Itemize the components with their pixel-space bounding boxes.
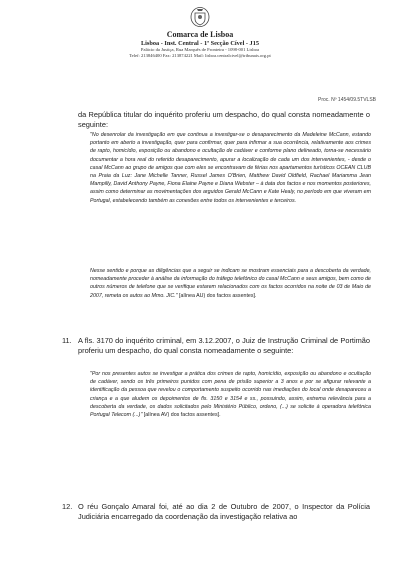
court-address: Palácio da Justiça, Rua Marquês de Fronteira - 1098-001 Lisboa xyxy=(140,47,260,52)
process-number: Proc. Nº 1454/09.5TVLSB xyxy=(318,97,376,103)
quote-judge-order-text: "Por nos presentes autos se investigar a prática dos crimes de rapto, homicídio, exposição ou abandono e ocultação de cadáver, sendo os três primeiros punidos com pena de prisão superior a 3 anos e por se afigurar relevante a identificação da pessoa que revelou o comportamento suspeito ocorrido nas imediações do local onde desapareceu a criança e a que aludem os depoimentos de fls. 3150 e 3154 e ss., possuindo, assim, extrema relevância para a descoberta da verdade, os dados solicitados pelo Ministério Público, ordeno, (...) se solicite à operadora telefónica Portugal Telecom (...)" xyxy=(90,371,371,419)
intro-paragraph: da República titular do inquérito proferiu um despacho, do qual consta nomeadamente o seguinte: xyxy=(78,110,370,129)
quote-judge-order xyxy=(90,370,371,419)
quote-diligences xyxy=(90,267,371,300)
court-section: Lisboa - Inst. Central - 1ª Secção Cível - J15 xyxy=(140,40,260,47)
item-11-number: 11. xyxy=(62,336,72,345)
court-contacts: Telef: 213846400 Fax: 213874221 Mail: lisboa.centralcivel@tribunais.org.pt xyxy=(129,53,271,58)
court-header xyxy=(0,0,400,59)
quote-judge-order-reference: [alínea AV) dos factos assentes]. xyxy=(142,412,221,419)
coat-of-arms-icon xyxy=(189,6,211,28)
court-name: Comarca de Lisboa xyxy=(166,30,234,39)
item-11-text: A fls. 3170 do inquérito criminal, em 3.12.2007, o Juiz de Instrução Criminal de Portimão proferiu um despacho, do qual consta nomeadamente o seguinte: xyxy=(78,336,370,355)
item-12-number: 12. xyxy=(62,502,73,511)
item-12-text: O réu Gonçalo Amaral foi, até ao dia 2 de Outubro de 2007, o Inspector da Polícia Judiciária encarregado da coordenação da investigação relativa ao xyxy=(78,502,370,521)
quote-diligences-reference: [alínea AU) dos factos assentes]. xyxy=(177,292,257,299)
quote-investigation: "No desenrolar da investigação em que continua a investigar-se o desaparecimento da Madeleine McCann, estando portanto em aberto a investigação, quer para confirmar, quer para infirmar a sua ocorrência, relativamente aos crimes de rapto, homicídio, exposição ou abandono e ocultação de cadáver e conforme plano delineado, torna-se necessário documentar a hora real do referido desaparecimento, apurar a localização de cada um dos intervenientes, - desde o casal McCann ao grupo de amigos que com eles se encontravam de férias nos apartamentos turísticos OCEAN CLUB na Praia da Luz: Jane Michelle Tanner, Russel James O'Brien, Matthew David Oldfield, Rachael Mariamma Jean Mampilly, David Anthony Payne, Fiona Elaine Payne e Diana Webster – à data dos factos e nos momentos posteriores, assim como determinar as movimentações dos arguidos Gerald McCann e Kate Healy, no período em que viveram em Portugal, estabelecendo também as conexões entre todos os intervenientes e terceiros. xyxy=(90,132,371,204)
quote-diligences-text: Nesse sentido e porque as diligências que a seguir se indicam se mostram essenciais para a descoberta da verdade, nomeadamente proceder à análise da informação do tráfego telefónico do casal McCann e seus amigos, bem como de outros números de telefone que se verifique estarem relacionados com os factos ocorridos na noite de 03 de Maio de 2007, remeta os autos ao Mmo. JIC." xyxy=(90,268,371,299)
